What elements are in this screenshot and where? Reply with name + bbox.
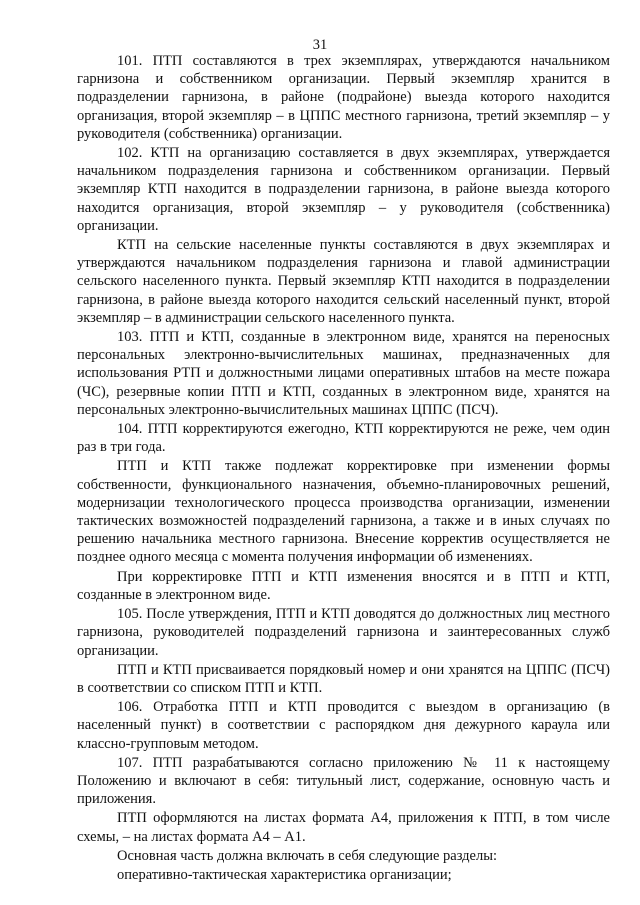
paragraph-107-section-1: оперативно-тактическая характеристика организации;: [117, 866, 452, 883]
paragraph-104-electronic: При корректировке ПТП и КТП изменения вносятся и в ПТП и КТП, созданные в электронном виде.: [77, 568, 610, 603]
paragraph-104-corrections: ПТП и КТП также подлежат корректировке при изменении формы собственности, функционального назначения, объемно-планировочных решений, модернизации технологического процесса производства организации, изменении тактических возможностей подразделений гарнизона, а также и в иных случаях по решению начальника местного гарнизона. Внесение корректив осуществляется не позднее одного месяца с момента получения информации об изменениях.: [77, 458, 610, 566]
paragraph-106: 106. Отработка ПТП и КТП проводится с выездом в организацию (в населенный пункт) в соответствии с распорядком дня дежурного караула или классно-групповым методом.: [77, 699, 610, 752]
paragraph-101: 101. ПТП составляются в трех экземплярах, утверждаются начальником гарнизона и собственником организации. Первый экземпляр хранится в подразделении гарнизона, в районе (подрайоне) выезда которого находится организация, второй экземпляр – в ЦППС местного гарнизона, третий экземпляр – у руководителя (собственника) организации.: [77, 53, 610, 142]
document-body: [77, 52, 610, 884]
paragraph-107-sections: Основная часть должна включать в себя следующие разделы:: [117, 847, 498, 864]
paragraph-103: 103. ПТП и КТП, созданные в электронном виде, хранятся на переносных персональных электронно-вычислительных машинах, предназначенных для использования РТП и должностными лицами оперативных штабов на месте пожара (ЧС), резервные копии ПТП и КТП, созданных в электронном виде, хранятся на персональных электронно-вычислительных машинах ЦППС (ПСЧ).: [77, 329, 610, 418]
paragraph-107: 107. ПТП разрабатываются согласно приложению № 11 к настоящему Положению и включают в себя: титульный лист, содержание, основную часть и приложения.: [77, 754, 610, 808]
paragraph-105: 105. После утверждения, ПТП и КТП доводятся до должностных лиц местного гарнизона, руководителей подразделений гарнизона и заинтересованных служб организации.: [77, 606, 610, 659]
paragraph-107-format: ПТП оформляются на листах формата А4, приложения к ПТП, в том числе схемы, – на листах формата А4 – А1.: [77, 810, 610, 845]
paragraph-104: 104. ПТП корректируются ежегодно, КТП корректируются не реже, чем один раз в три года.: [77, 421, 610, 456]
paragraph-102: 102. КТП на организацию составляется в двух экземплярах, утверждается начальником подразделения гарнизона и собственником организации. Первый экземпляр КТП находится в подразделении гарнизона, в районе выезда которого находится организация, второй экземпляр – у руководителя (собственника) организации.: [77, 145, 610, 234]
paragraph-105-numbering: ПТП и КТП присваивается порядковый номер и они хранятся на ЦППС (ПСЧ) в соответствии со списком ПТП и КТП.: [77, 661, 610, 696]
page-number: 31: [312, 37, 328, 53]
paragraph-102-rural: КТП на сельские населенные пункты составляются в двух экземплярах и утверждаются начальником подразделения гарнизона и главой администрации сельского населенного пункта. Первый экземпляр КТП находится в подразделении гарнизона, в районе выезда которого находится сельский населенный пункт, второй экземпляр – в администрации сельского населенного пункта.: [77, 237, 610, 326]
